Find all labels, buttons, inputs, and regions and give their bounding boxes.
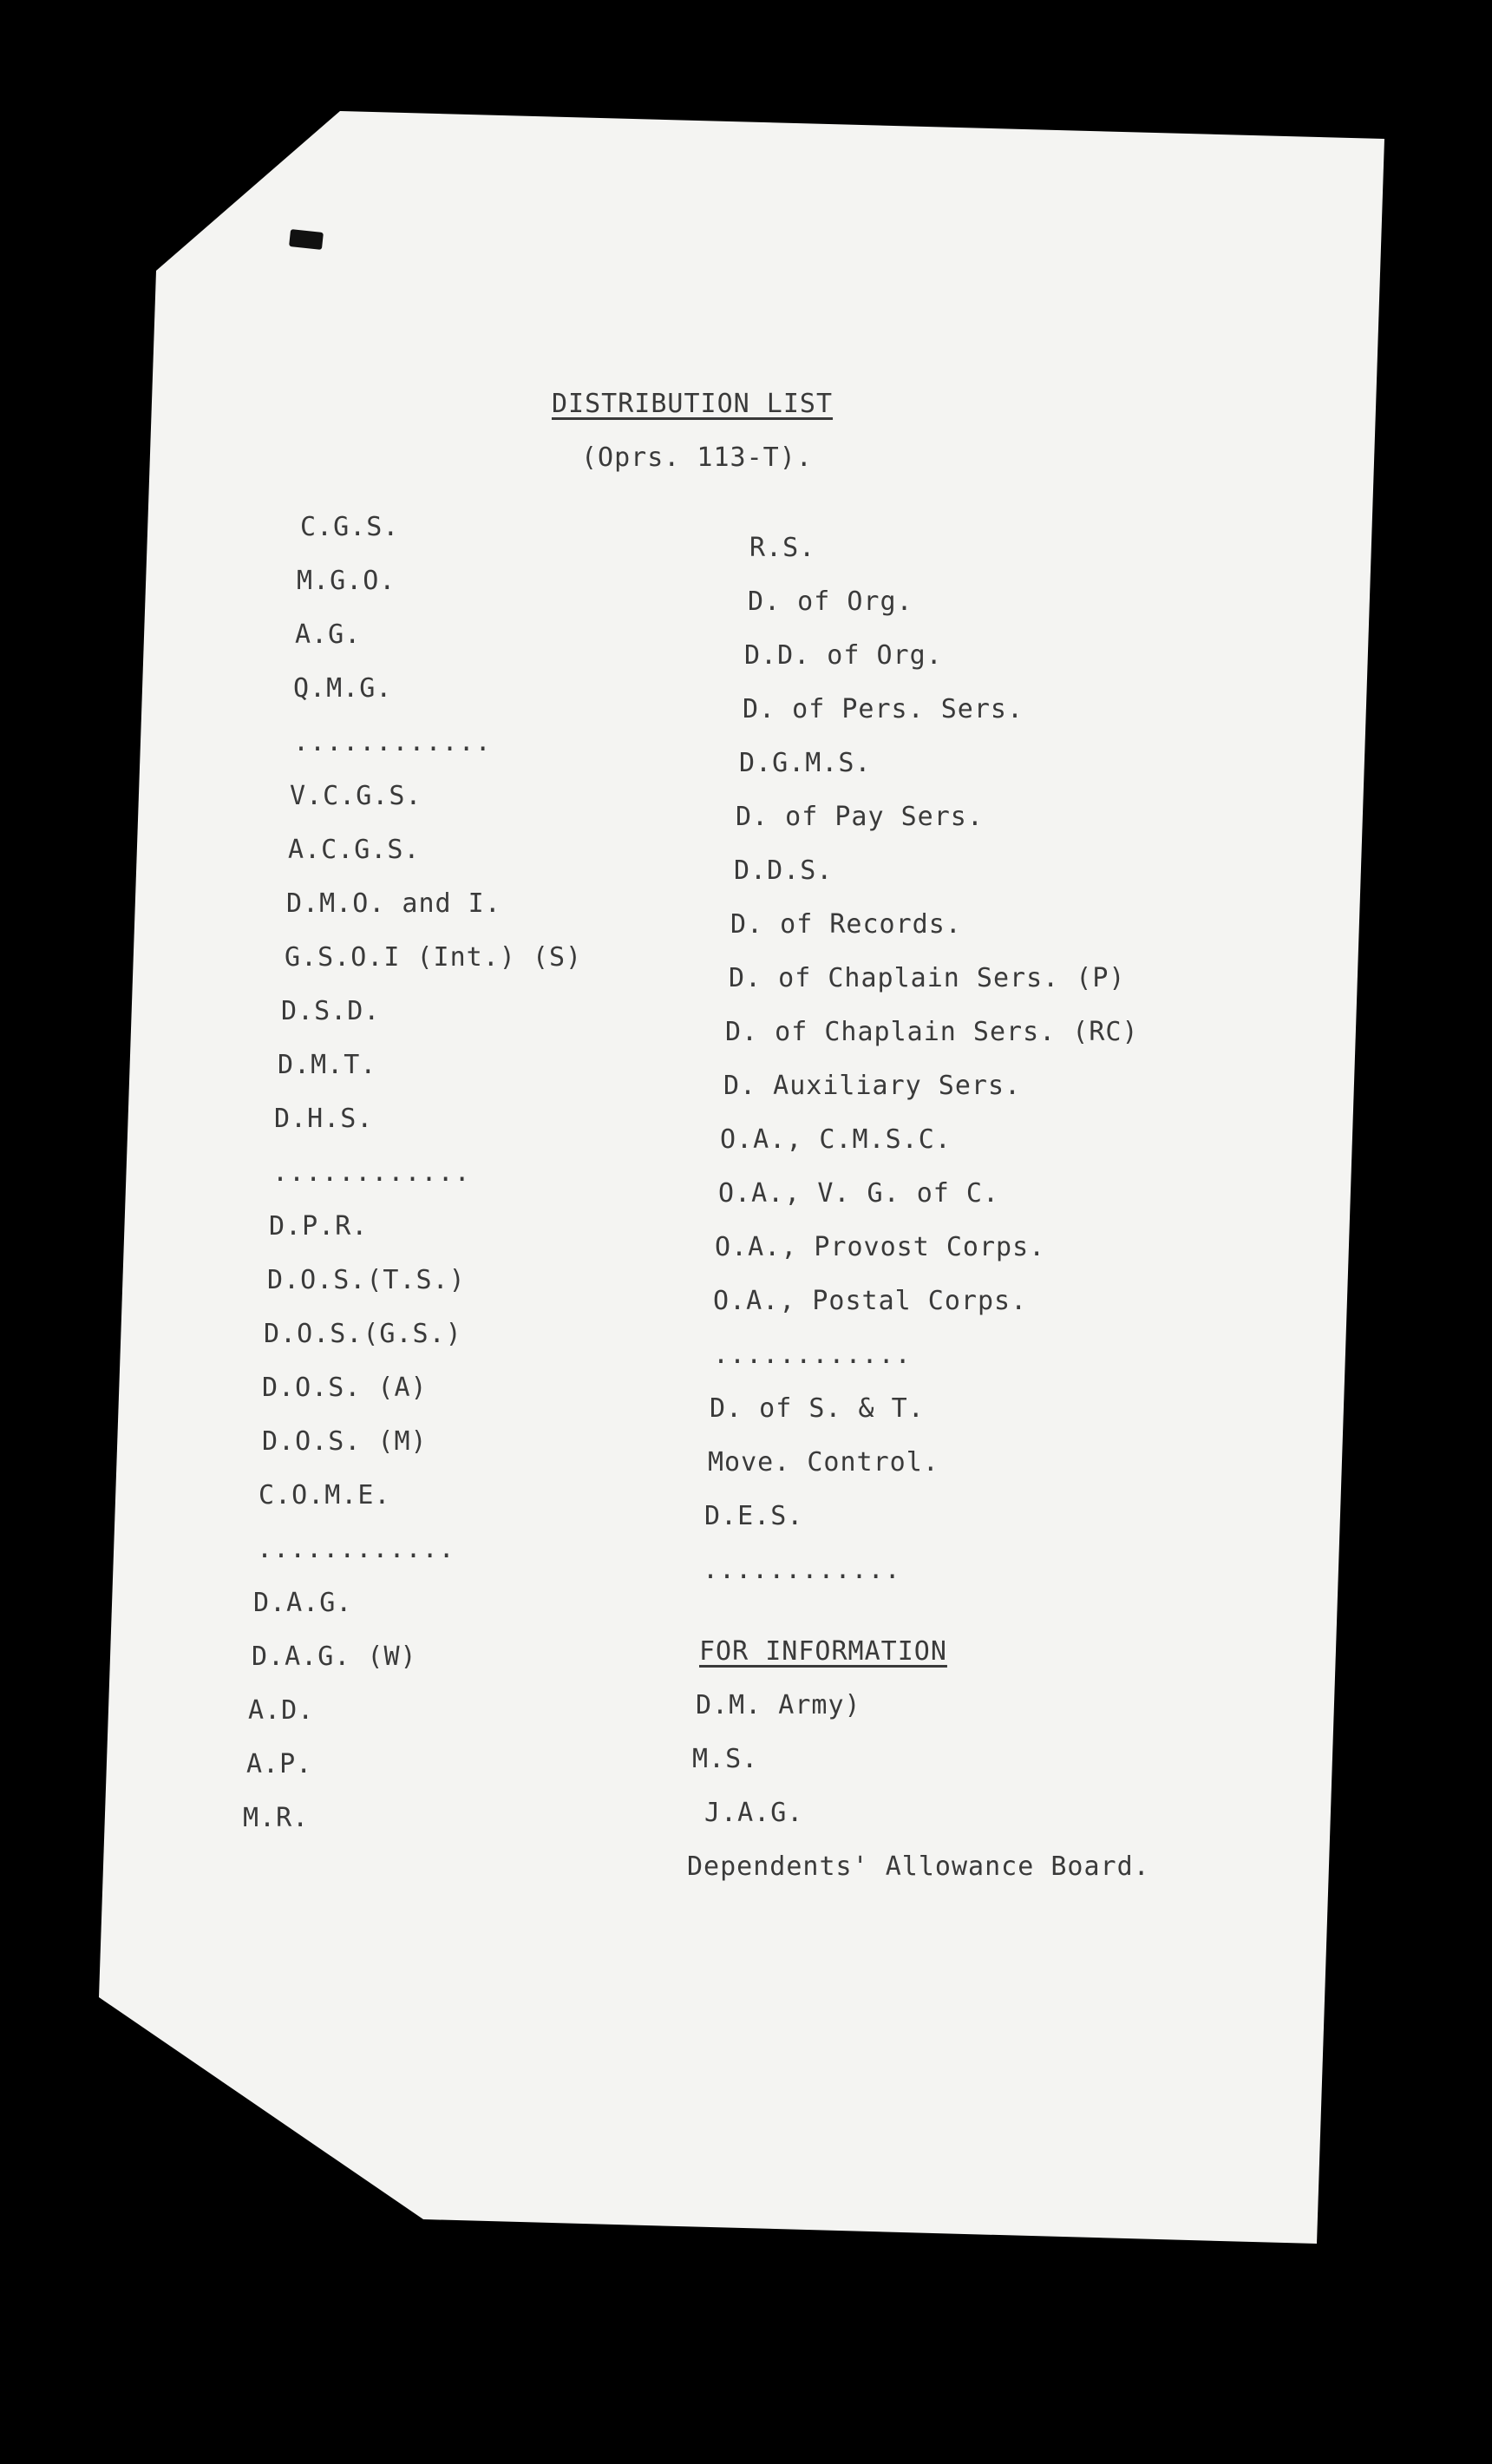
list-item: D.A.G. [253, 1588, 353, 1618]
list-item: D. of Org. [748, 587, 913, 617]
info-item: Dependents' Allowance Board. [687, 1851, 1150, 1882]
list-item: D.E.S. [704, 1501, 804, 1531]
list-item: D.O.S.(T.S.) [267, 1265, 466, 1295]
list-item: G.S.O.I (Int.) (S) [285, 942, 583, 973]
list-item: A.D. [248, 1695, 315, 1726]
list-separator: ............ [713, 1340, 912, 1370]
list-separator: ............ [293, 727, 492, 757]
info-item: M.S. [692, 1744, 759, 1774]
list-item: D. of Chaplain Sers. (RC) [725, 1017, 1139, 1047]
list-item: C.G.S. [300, 512, 400, 542]
list-item: D. of Chaplain Sers. (P) [729, 963, 1126, 993]
list-item: D.A.G. (W) [252, 1642, 417, 1672]
list-item: D. of Records. [730, 909, 962, 940]
list-item: D. of Pay Sers. [736, 802, 984, 832]
list-item: D.D.S. [734, 855, 834, 886]
list-item: D.M.T. [278, 1050, 377, 1080]
list-item: D.H.S. [274, 1104, 374, 1134]
info-heading: FOR INFORMATION [699, 1636, 947, 1667]
info-item: J.A.G. [704, 1798, 804, 1828]
list-item: A.C.G.S. [288, 835, 421, 865]
list-item: M.R. [243, 1803, 310, 1833]
list-item: D. of S. & T. [710, 1393, 925, 1424]
list-item: O.A., Postal Corps. [713, 1286, 1028, 1316]
list-item: Move. Control. [708, 1447, 939, 1478]
list-item: C.O.M.E. [258, 1480, 391, 1511]
list-item: R.S. [749, 533, 816, 563]
list-item: D.M.O. and I. [286, 888, 501, 919]
list-item: D. of Pers. Sers. [743, 694, 1024, 724]
list-item: Q.M.G. [293, 673, 393, 704]
list-item: D.G.M.S. [739, 748, 872, 778]
list-item: D.P.R. [269, 1211, 369, 1242]
list-item: M.G.O. [297, 566, 396, 596]
list-item: O.A., V. G. of C. [718, 1178, 1000, 1209]
list-separator: ............ [257, 1534, 455, 1564]
list-item: D.O.S.(G.S.) [264, 1319, 462, 1349]
document-subtitle: (Oprs. 113-T). [581, 442, 813, 473]
list-item: V.C.G.S. [290, 781, 422, 811]
list-item: O.A., C.M.S.C. [720, 1124, 952, 1155]
list-separator: ............ [272, 1157, 471, 1188]
document-title: DISTRIBUTION LIST [552, 389, 834, 419]
list-item: D. Auxiliary Sers. [723, 1071, 1022, 1101]
list-separator: ............ [703, 1555, 901, 1585]
list-item: A.P. [246, 1749, 313, 1779]
list-item: O.A., Provost Corps. [715, 1232, 1046, 1262]
list-item: D.S.D. [281, 996, 381, 1026]
list-item: D.O.S. (M) [262, 1426, 428, 1457]
info-item: D.M. Army) [696, 1690, 861, 1720]
list-item: A.G. [295, 619, 362, 650]
list-item: D.D. of Org. [744, 640, 943, 671]
list-item: D.O.S. (A) [262, 1373, 428, 1403]
